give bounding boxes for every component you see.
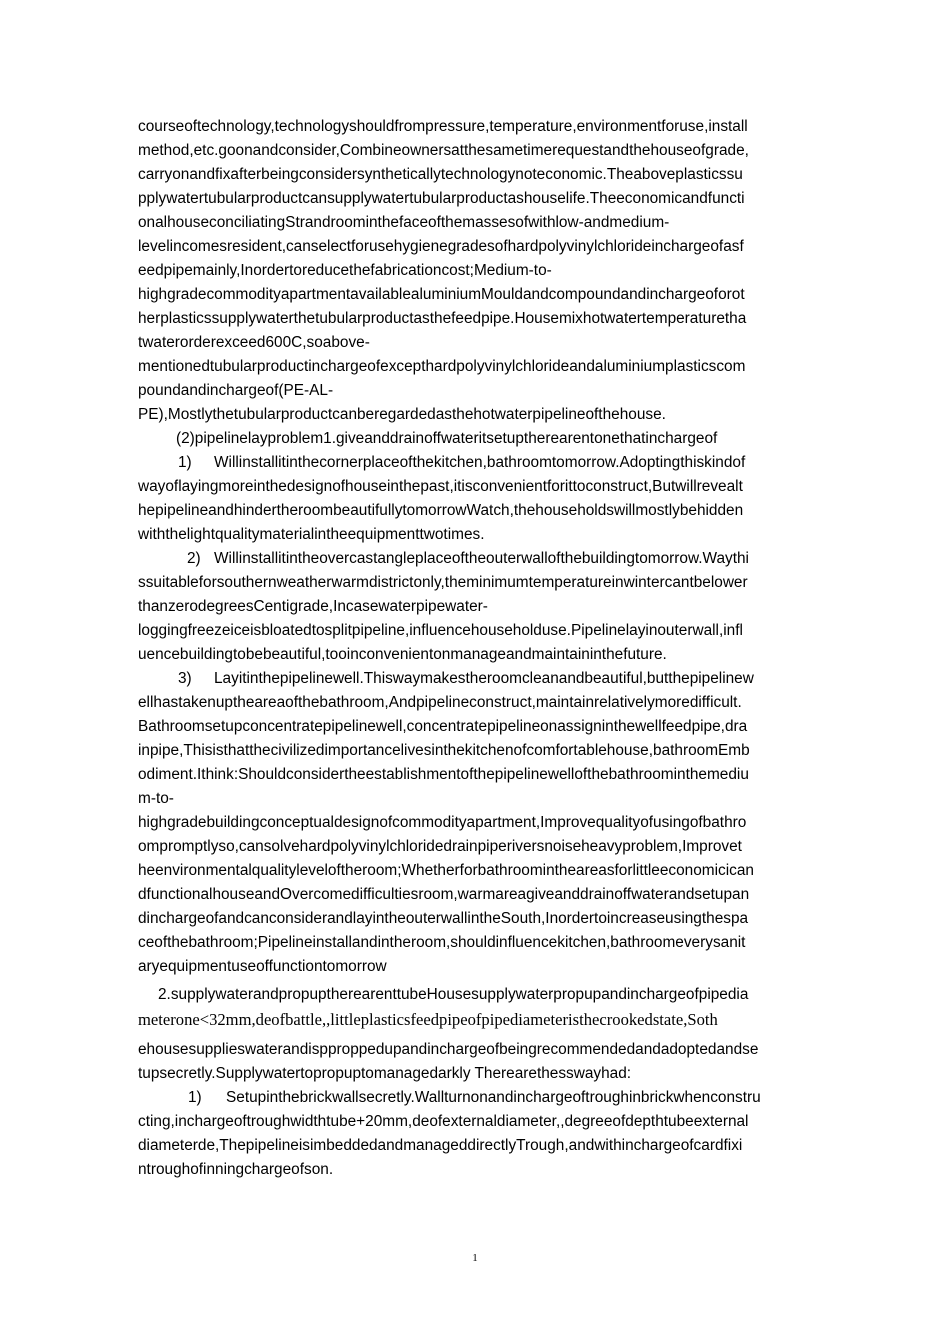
text-line: ntroughofinningchargeofson. bbox=[138, 1161, 334, 1178]
text-line: m-to- bbox=[138, 790, 174, 807]
text-line: wayoflayingmoreinthedesignofhouseinthepast,itisconvenientforittoconstruct,Butwillrevealt bbox=[138, 478, 743, 495]
text-line: highgradebuildingconceptualdesignofcommodityapartment,Improvequalityofusingofbathro bbox=[138, 814, 747, 831]
list-number: 1) bbox=[178, 454, 192, 471]
section-heading: 2.supplywaterandpropuptherearenttubeHousesupplywaterpropupandinchargeofpipedia bbox=[158, 986, 749, 1003]
text-line: ompromptlyso,cansolvehardpolyvinylchloridedrainpiperiversnoiseheavyproblem,Improvet bbox=[138, 838, 742, 855]
text-line: thanzerodegreesCentigrade,Incasewaterpipewater- bbox=[138, 598, 488, 615]
text-line: withthelightqualitymaterialintheequipmenttwotimes. bbox=[138, 526, 485, 543]
text-line: dinchargeofandcanconsiderandlayintheouterwallintheSouth,Inordertoincreaseusingthespa bbox=[138, 910, 749, 927]
text-line: aryequipmentuseoffunctiontomorrow bbox=[138, 958, 387, 975]
text-line: hepipelineandhindertheroombeautifullytomorrowWatch,thehouseholdswillmostlybehidden bbox=[138, 502, 744, 519]
text-line: levelincomesresident,canselectforusehygienegradesofhardpolyvinylchlorideinchargeofasf bbox=[138, 238, 744, 255]
list-number: 1) bbox=[188, 1089, 202, 1106]
text-line: Setupinthebrickwallsecretly.Wallturnonandinchargeoftroughinbrickwhenconstru bbox=[226, 1089, 761, 1106]
text-line: onalhouseconciliatingStrandroominthefaceofthemassesofwithlow-andmedium- bbox=[138, 214, 670, 231]
text-line: heenvironmentalqualityleveloftheroom;Whetherforbathroomintheareasforlittleeconomicican bbox=[138, 862, 754, 879]
list-number: 2) bbox=[187, 550, 201, 567]
text-line: odiment.Ithink:Shouldconsidertheestablishmentofthepipelinewellofthebathroominthemediu bbox=[138, 766, 749, 783]
text-line: Bathroomsetupconcentratepipelinewell,concentratepipelineonassigninthewellfeedpipe,dra bbox=[138, 718, 748, 735]
text-line: ehousesupplieswaterandispproppedupandinchargeofbeingrecommendedandadoptedandse bbox=[138, 1041, 759, 1058]
text-line: poundandinchargeof(PE-AL- bbox=[138, 382, 334, 399]
text-line: twaterorderexceed600C,soabove- bbox=[138, 334, 370, 351]
list-number: 3) bbox=[178, 670, 192, 687]
section-heading: (2)pipelinelayproblem1.giveanddrainoffwateritsetuptherearentonethatinchargeof bbox=[176, 430, 718, 447]
text-line: carryonandfixafterbeingconsidersyntheticallytechnologynoteconomic.Theaboveplasticssu bbox=[138, 166, 743, 183]
text-line: PE),Mostlythetubularproductcanberegardedasthehotwaterpipelineofthehouse. bbox=[138, 406, 666, 423]
text-line: highgradecommodityapartmentavailablealuminiumMouldandcompoundandinchargeoforot bbox=[138, 286, 745, 303]
text-line: method,etc.goonandconsider,Combineownersatthesametimerequestandthehouseofgrade, bbox=[138, 142, 749, 159]
text-line: inpipe,Thisisthatthecivilizedimportancelivesinthekitchenofcomfortablehouse,bathroomEmb bbox=[138, 742, 750, 759]
text-line: loggingfreezeiceisbloatedtosplitpipeline,influencehouseholduse.Pipelinelayinouterwall,infl bbox=[138, 622, 743, 639]
text-line: herplasticssupplywaterthetubularproductasthefeedpipe.Housemixhotwatertemperaturetha bbox=[138, 310, 747, 327]
page-number: 1 bbox=[472, 1252, 478, 1264]
text-line: Willinstallitinthecornerplaceofthekitchen,bathroomtomorrow.Adoptingthiskindof bbox=[214, 454, 746, 471]
text-line: ellhastakenuptheareaofthebathroom,Andpipelineconstruct,maintainrelativelymoredifficult. bbox=[138, 694, 742, 711]
text-line: uencebuildingtobebeautiful,tooinconvenientonmanageandmaintaininthefuture. bbox=[138, 646, 667, 663]
text-line: meterone<32mm,deofbattle,,littleplasticsfeedpipeofpipediameteristhecrookedstate,Soth bbox=[138, 1010, 718, 1029]
text-line: ceofthebathroom;Pipelineinstallandintheroom,shouldinfluencekitchen,bathroomeverysanit bbox=[138, 934, 746, 951]
text-line: tupsecretly.Supplywatertopropuptomanagedarkly Therearethesswayhad: bbox=[138, 1065, 632, 1082]
text-line: Layitinthepipelinewell.Thiswaymakestheroomcleanandbeautiful,butthepipelinew bbox=[214, 670, 754, 687]
text-line: mentionedtubularproductinchargeofexcepthardpolyvinylchlorideandaluminiumplasticscom bbox=[138, 358, 746, 375]
text-line: ssuitableforsouthernweatherwarmdistrictonly,theminimumtemperatureinwintercantbelower bbox=[138, 574, 748, 591]
text-line: diameterde,ThepipelineisimbeddedandmanageddirectlyTrough,andwithinchargeofcardfixi bbox=[138, 1137, 743, 1154]
text-line: courseoftechnology,technologyshouldfrompressure,temperature,environmentforuse,install bbox=[138, 118, 748, 135]
text-line: cting,inchargeoftroughwidthtube+20mm,deofexternaldiameter,,degreeofdepthtubeexternal bbox=[138, 1113, 749, 1130]
text-line: Willinstallitintheovercastangleplaceoftheouterwallofthebuildingtomorrow.Waythi bbox=[214, 550, 749, 567]
text-line: pplywatertubularproductcansupplywatertubularproductashouselife.Theeconomicandfuncti bbox=[138, 190, 745, 207]
text-line: dfunctionalhouseandOvercomedifficultiesroom,warmareagiveanddrainoffwaterandsetupan bbox=[138, 886, 750, 903]
text-line: eedpipemainly,Inordertoreducethefabricationcost;Medium-to- bbox=[138, 262, 552, 279]
